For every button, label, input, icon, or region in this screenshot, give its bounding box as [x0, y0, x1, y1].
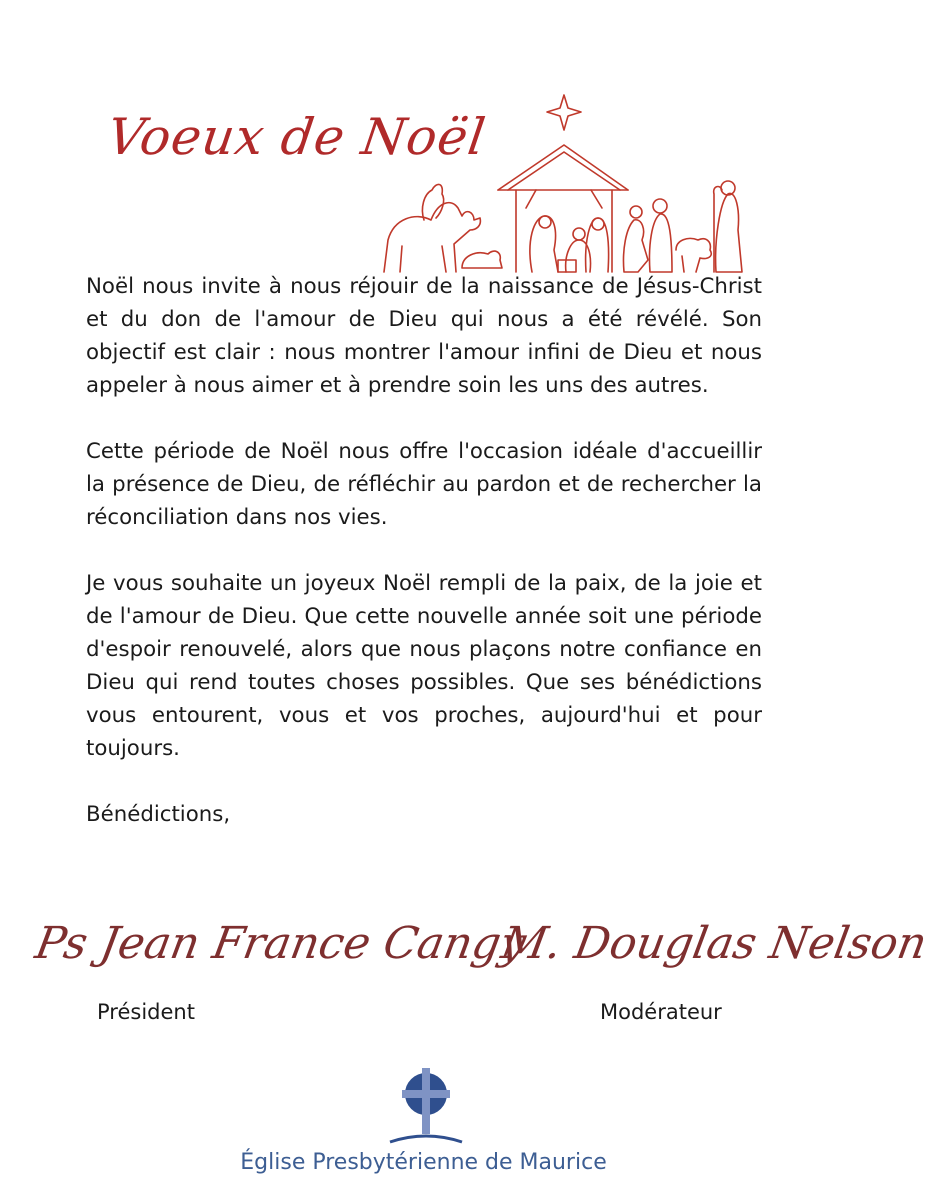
signature-president: Ps Jean France Cangy [31, 918, 530, 969]
role-moderator: Modérateur [600, 1000, 722, 1024]
closing: Bénédictions, [86, 802, 231, 827]
paragraph: Noël nous invite à nous réjouir de la naissance de Jésus-Christ et du don de l'amour de Dieu qui nous a été révélé. Son objectif est clair : nous montrer l'amour infini de Dieu et nous appeler à nous aimer et à prendre soin les uns des autres. [86, 274, 762, 398]
paragraph: Cette période de Noël nous offre l'occasion idéale d'accueillir la présence de Dieu, de réfléchir au pardon et de rechercher la réconciliation dans nos vies. [86, 439, 762, 530]
page-title: Voeux de Noël [103, 108, 490, 166]
paragraph: Je vous souhaite un joyeux Noël rempli de la paix, de la joie et de l'amour de Dieu. Que cette nouvelle année soit une période d'espoir renouvelé, alors que nous plaçons notre confiance en Dieu qui rend toutes choses possibles. Que ses bénédictions vous entourent, vous et vos proches, aujourd'hui et pour toujours. [86, 571, 762, 761]
church-name: Église Presbytérienne de Maurice [240, 1150, 607, 1175]
signature-moderator: M. Douglas Nelson [497, 918, 931, 969]
nativity-scene-icon [376, 90, 756, 275]
role-president: Président [97, 1000, 195, 1024]
church-cross-logo-icon [384, 1062, 468, 1146]
letter-body [86, 270, 762, 864]
